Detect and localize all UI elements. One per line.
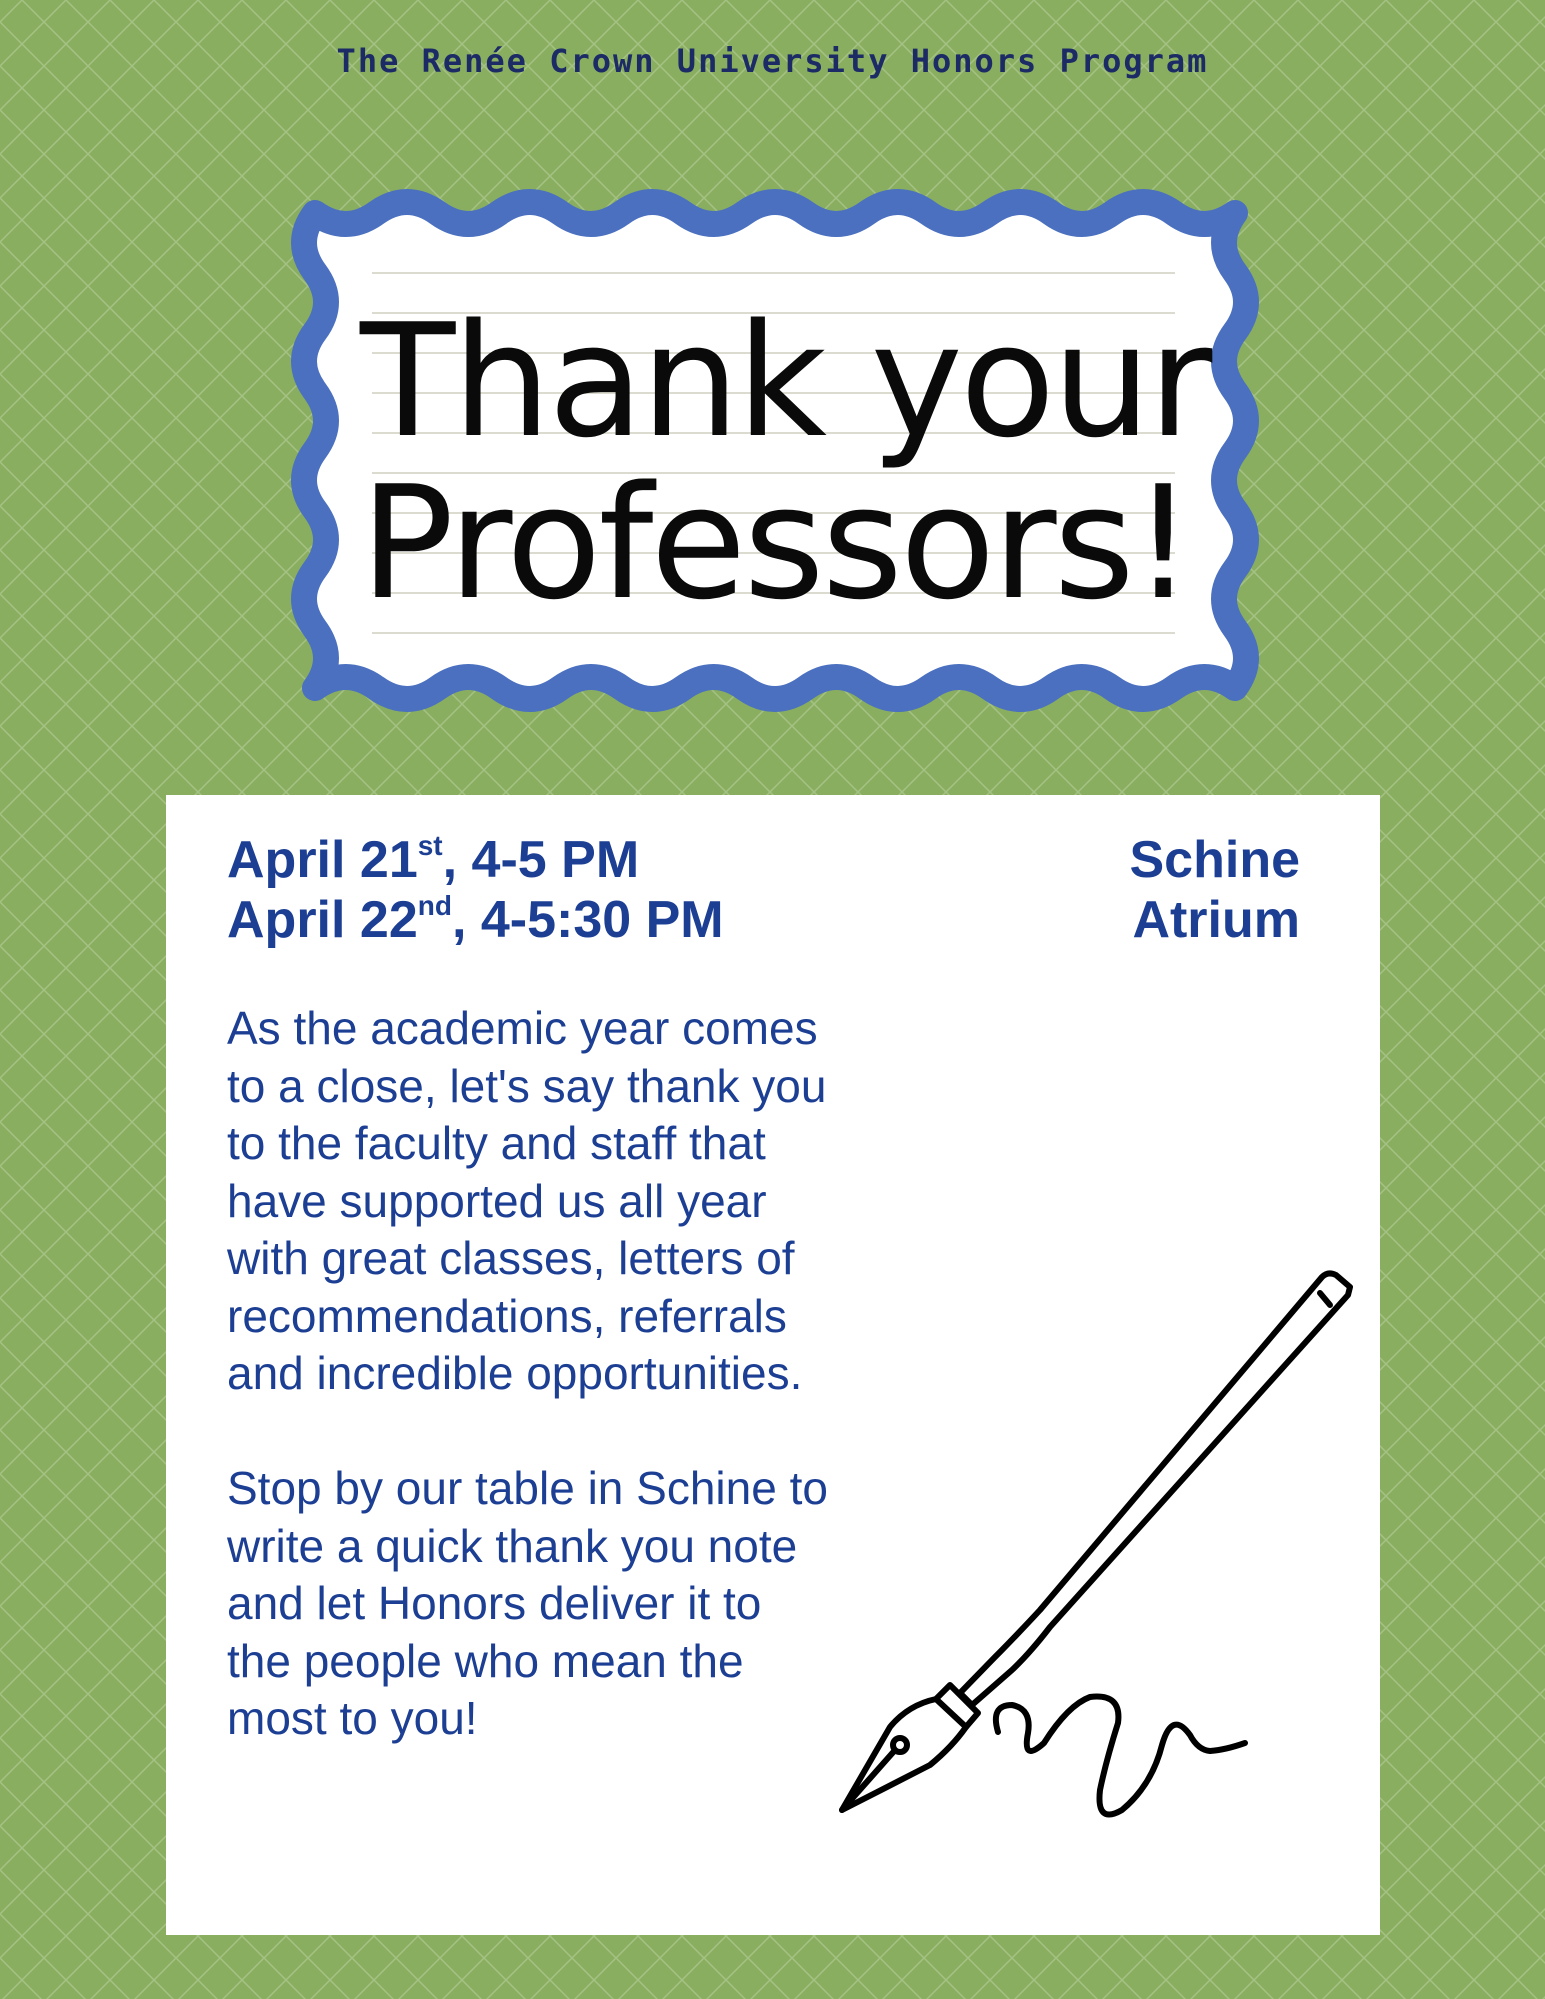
body-paragraph-2: Stop by our table in Schine to write a quick thank you note and let Honors deliver it to the people who mean the most to you!: [227, 1462, 828, 1744]
organization-name: The Renée Crown University Honors Program: [336, 42, 1209, 80]
location-line-1: Schine: [1129, 831, 1300, 889]
event-dates: [227, 830, 724, 950]
fountain-pen-icon: [800, 1265, 1360, 1855]
event-location: [1000, 830, 1300, 950]
body-paragraph-1: As the academic year comes to a close, let's say thank you to the faculty and staff that have supported us all year with great classes, letters of recommendations, referrals and incredible opportunities.: [227, 1002, 827, 1399]
date-line-1: April 21st, 4-5 PM: [227, 830, 640, 889]
location-line-2: Atrium: [1132, 891, 1300, 949]
date-line-2: April 22nd, 4-5:30 PM: [227, 890, 724, 949]
title-line-2: Professors!: [360, 452, 1192, 634]
page-title: [360, 290, 1210, 634]
title-line-1: Thank your: [360, 290, 1210, 472]
